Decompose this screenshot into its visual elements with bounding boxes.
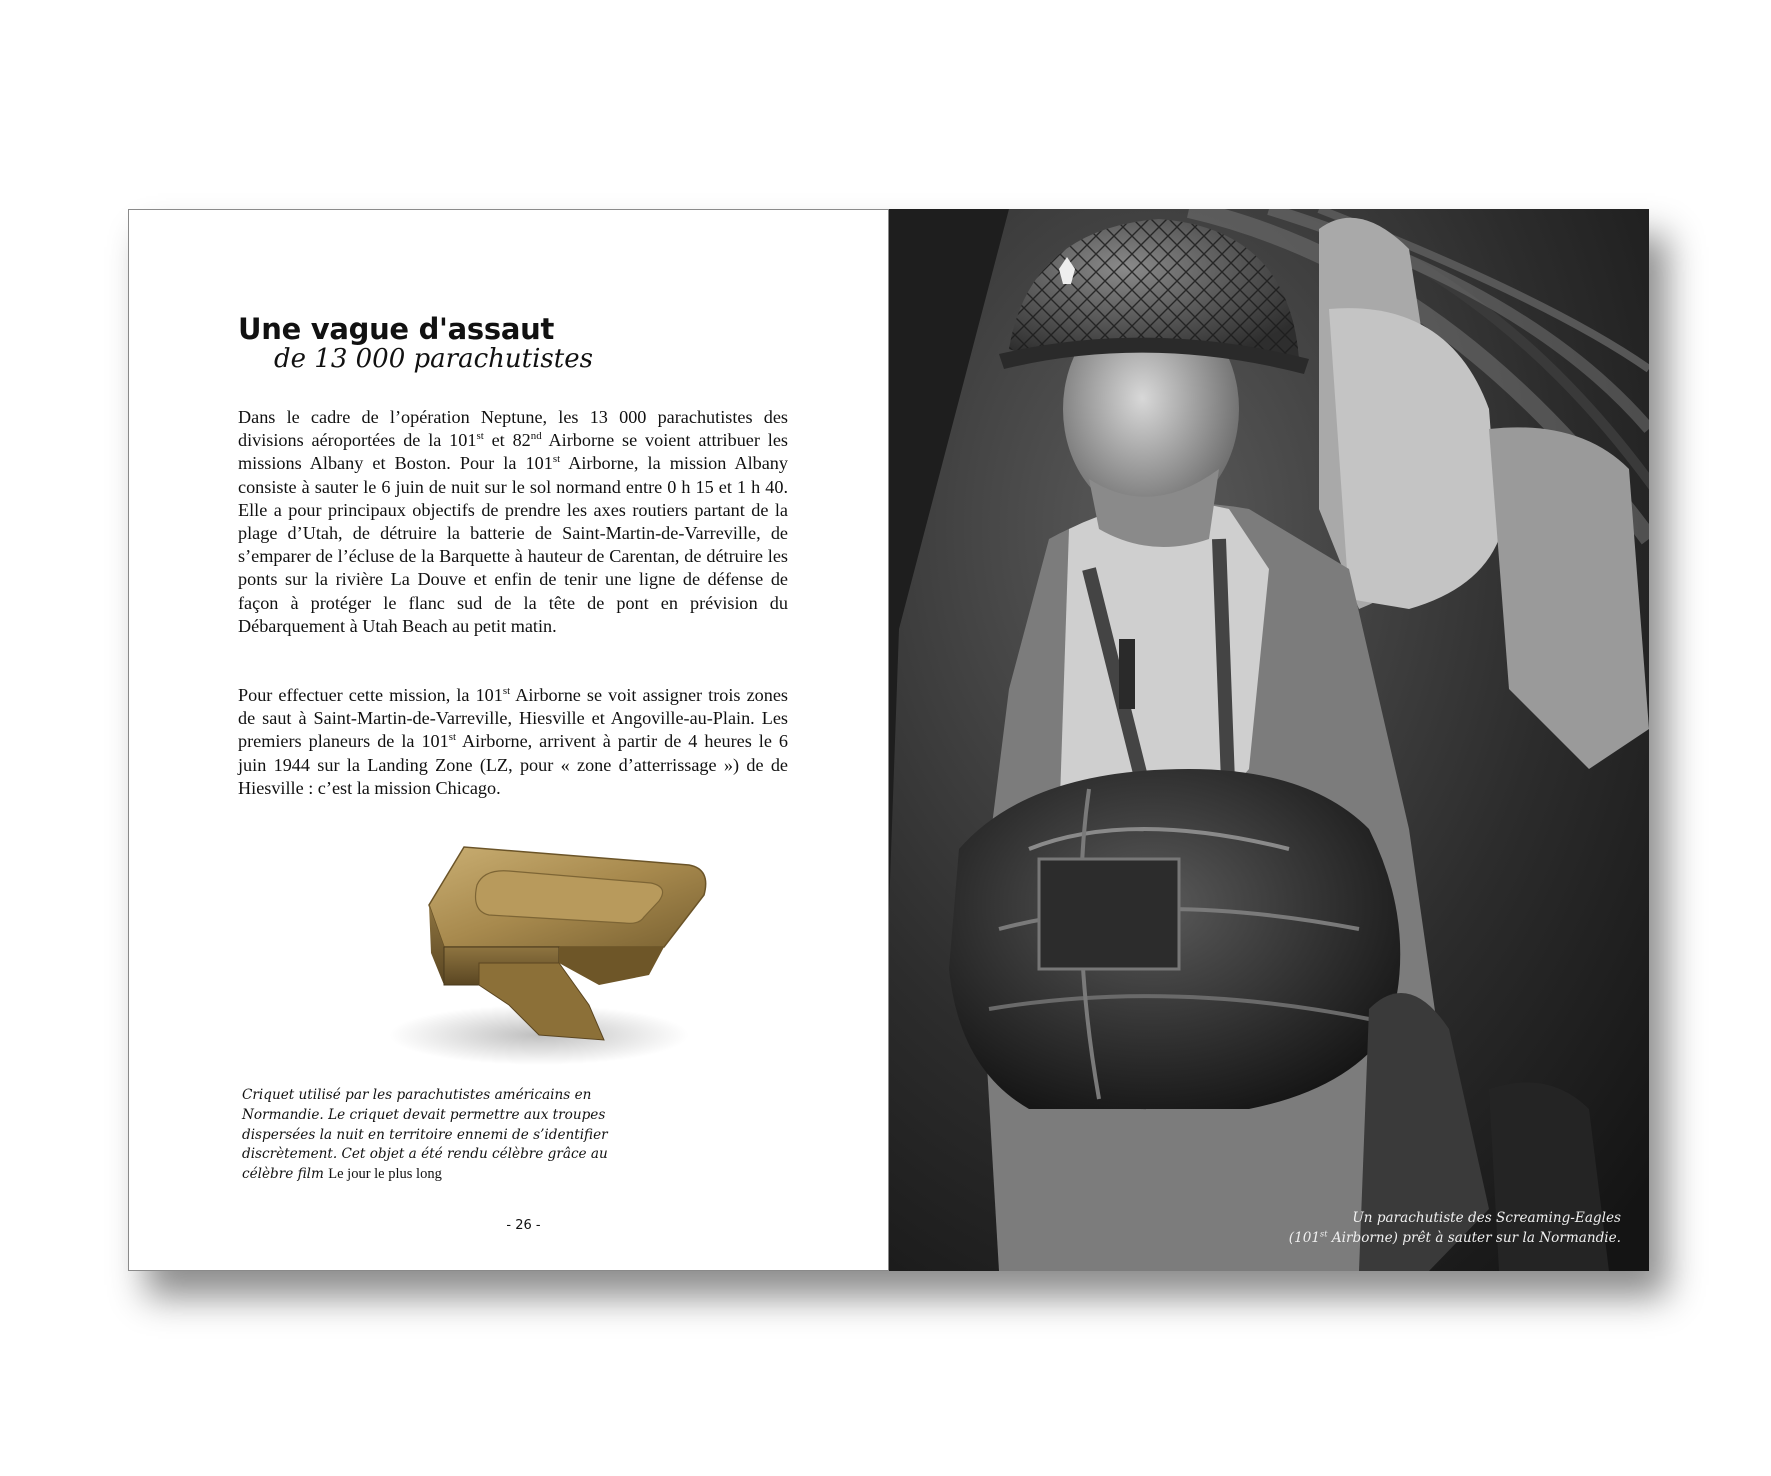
- body-paragraph-2: Pour effectuer cette mission, la 101st Airborne se voit assigner trois zones de saut à Saint-Martin-de-Varreville, Hiesville et Angoville-au-Plain. Les premiers planeurs de la 101st Airborne, arrivent à partir de 4 heures le 6 juin 1944 sur la Landing Zone (LZ, pour « zone d’atterrissage ») de de Hiesville : c’est la mission Chicago.: [238, 684, 789, 798]
- paratrooper-photo: [889, 209, 1649, 1271]
- article-subtitle: de 13 000 parachutistes: [274, 344, 593, 374]
- article-title: Une vague d'assaut: [238, 312, 555, 346]
- cricket-clicker-image: [359, 835, 719, 1085]
- photo-caption: Un parachutiste des Screaming-Eagles (101st Airborne) prêt à sauter sur la Normandie.: [1288, 1210, 1621, 1246]
- left-page: [128, 209, 889, 1271]
- right-page: [889, 209, 1649, 1271]
- body-paragraph-1: Dans le cadre de l’opération Neptune, les 13 000 parachutistes des divisions aéroportées de la 101st et 82nd Airborne se voient attribuer les missions Albany et Boston. Pour la 101st Airborne, la mission Albany consiste à sauter le 6 juin de nuit sur le sol normand entre 0 h 15 et 1 h 40. Elle a pour principaux objectifs de prendre les axes routiers partant de la plage d’Utah, de détruire la batterie de Saint-Martin-de-Varreville, de s’emparer de l’écluse de la Barquette à hauteur de Carentan, de détruire les ponts sur la rivière La Douve et enfin de tenir une ligne de défense de façon à protéger le flanc sud de la tête de pont en prévision du Débarquement à Utah Beach au petit matin.: [238, 407, 788, 636]
- cricket-caption: Criquet utilisé par les parachutistes américains en Normandie. Le criquet devait permettre aux troupes dispersées la nuit en territoire ennemi de s’identifier discrètement. Cet objet a été rendu célèbre grâce au célèbre film Le jour le plus long: [242, 1087, 608, 1183]
- page-number: - 26 -: [506, 1218, 541, 1233]
- book-spread: [128, 209, 1649, 1271]
